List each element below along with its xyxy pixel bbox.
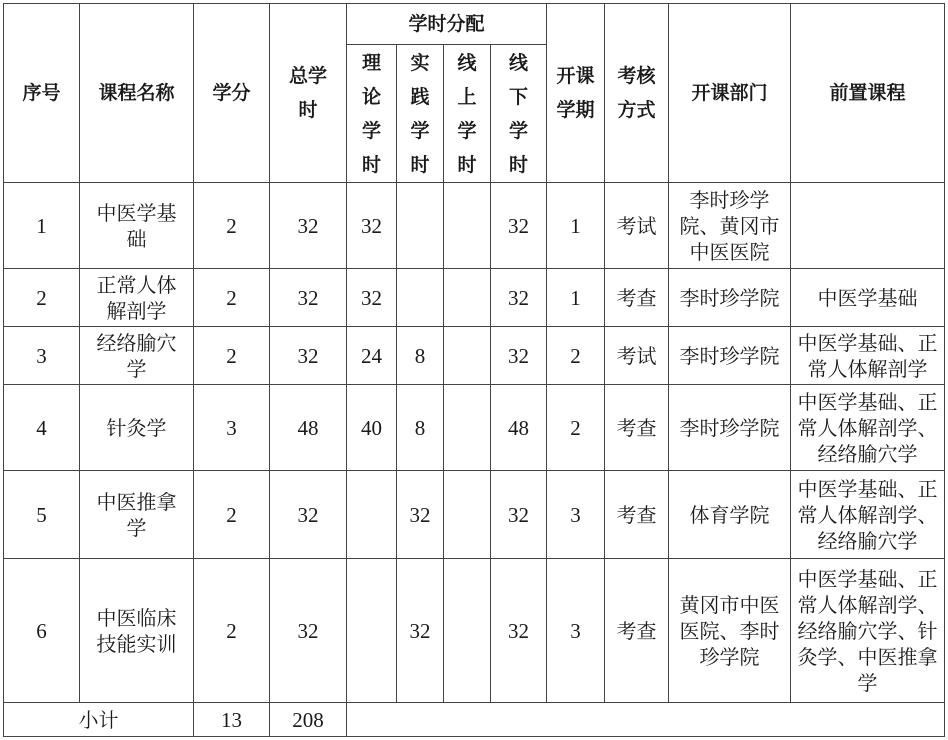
row-prerequisites-text: 中医学基础、正常人体解剖学 — [797, 330, 938, 381]
row-total-hours: 32 — [270, 559, 347, 703]
row-online-hours — [444, 269, 491, 327]
row-practice-hours: 8 — [397, 385, 444, 471]
row-prerequisites — [791, 559, 945, 703]
row-prerequisites — [791, 471, 945, 559]
row-prerequisites — [791, 327, 945, 385]
row-online-hours — [444, 183, 491, 269]
row-course-name — [80, 183, 194, 269]
header-theory-hours — [347, 45, 397, 183]
header-prerequisites: 前置课程 — [791, 4, 945, 183]
row-credits: 3 — [194, 385, 270, 471]
row-department — [669, 269, 791, 327]
row-credits: 2 — [194, 559, 270, 703]
row-practice-hours — [397, 183, 444, 269]
row-theory-hours: 40 — [347, 385, 397, 471]
row-offline-hours: 32 — [491, 269, 547, 327]
row-semester: 3 — [547, 471, 605, 559]
header-assessment — [605, 4, 669, 183]
row-department-text: 李时珍学院、黄冈市中医医院 — [679, 187, 780, 264]
row-department-text: 黄冈市中医医院、李时珍学院 — [679, 592, 780, 669]
row-total-hours: 48 — [270, 385, 347, 471]
row-course-name-text: 中医推拿学 — [96, 489, 177, 540]
row-total-hours: 32 — [270, 327, 347, 385]
row-course-name-text: 中医学基础 — [96, 200, 177, 251]
row-credits: 2 — [194, 471, 270, 559]
table-row — [4, 385, 945, 471]
row-course-name — [80, 269, 194, 327]
row-department — [669, 559, 791, 703]
row-course-name-text: 中医临床技能实训 — [96, 605, 177, 656]
header-online-hours-text: 线上学时 — [457, 51, 477, 176]
row-credits: 2 — [194, 327, 270, 385]
header-semester-text: 开课学期 — [556, 65, 595, 121]
row-department-text: 体育学院 — [689, 502, 770, 527]
row-department — [669, 471, 791, 559]
row-index: 2 — [4, 269, 80, 327]
row-online-hours — [444, 327, 491, 385]
row-course-name-text: 正常人体解剖学 — [96, 272, 177, 323]
row-semester: 2 — [547, 327, 605, 385]
header-offline-hours — [491, 45, 547, 183]
subtotal-row — [4, 703, 945, 737]
row-index: 4 — [4, 385, 80, 471]
row-total-hours: 32 — [270, 183, 347, 269]
row-course-name — [80, 385, 194, 471]
row-assessment: 考查 — [605, 269, 669, 327]
row-offline-hours: 48 — [491, 385, 547, 471]
header-credits: 学分 — [194, 4, 270, 183]
subtotal-credits: 13 — [194, 703, 270, 737]
header-hours-allocation: 学时分配 — [347, 4, 547, 45]
row-course-name — [80, 327, 194, 385]
header-practice-hours — [397, 45, 444, 183]
row-assessment: 考试 — [605, 327, 669, 385]
table-row — [4, 327, 945, 385]
table-row — [4, 559, 945, 703]
row-offline-hours: 32 — [491, 327, 547, 385]
row-assessment: 考查 — [605, 385, 669, 471]
row-index: 1 — [4, 183, 80, 269]
row-assessment: 考试 — [605, 183, 669, 269]
row-index: 3 — [4, 327, 80, 385]
row-total-hours: 32 — [270, 471, 347, 559]
header-practice-hours-text: 实践学时 — [410, 51, 430, 176]
row-practice-hours: 8 — [397, 327, 444, 385]
row-theory-hours — [347, 471, 397, 559]
header-theory-hours-text: 理论学时 — [361, 51, 381, 176]
header-total-hours-text: 总学时 — [288, 65, 327, 121]
subtotal-label: 小计 — [4, 703, 194, 737]
row-course-name — [80, 559, 194, 703]
row-theory-hours: 32 — [347, 269, 397, 327]
row-department-text: 李时珍学院 — [679, 343, 780, 368]
row-practice-hours: 32 — [397, 559, 444, 703]
row-theory-hours: 32 — [347, 183, 397, 269]
course-table — [3, 3, 945, 737]
header-online-hours — [444, 45, 491, 183]
table-row — [4, 471, 945, 559]
row-prerequisites-text: 中医学基础、正常人体解剖学、经络腧穴学、针灸学、中医推拿学 — [797, 566, 938, 695]
row-department-text: 李时珍学院 — [679, 285, 780, 310]
row-total-hours: 32 — [270, 269, 347, 327]
row-semester: 3 — [547, 559, 605, 703]
row-prerequisites-text: 中医学基础、正常人体解剖学、经络腧穴学 — [797, 476, 938, 553]
row-prerequisites — [791, 183, 945, 269]
row-department — [669, 385, 791, 471]
row-offline-hours: 32 — [491, 559, 547, 703]
row-semester: 1 — [547, 269, 605, 327]
row-offline-hours: 32 — [491, 471, 547, 559]
row-prerequisites — [791, 269, 945, 327]
row-course-name — [80, 471, 194, 559]
row-course-name-text: 针灸学 — [106, 415, 167, 440]
row-practice-hours: 32 — [397, 471, 444, 559]
course-table-container — [3, 3, 945, 737]
header-offline-hours-text: 线下学时 — [509, 51, 529, 176]
row-credits: 2 — [194, 269, 270, 327]
row-prerequisites-text: 中医学基础 — [817, 285, 918, 310]
row-semester: 1 — [547, 183, 605, 269]
row-online-hours — [444, 559, 491, 703]
subtotal-empty — [347, 703, 945, 737]
header-department: 开课部门 — [669, 4, 791, 183]
row-prerequisites — [791, 385, 945, 471]
row-department — [669, 183, 791, 269]
row-index: 6 — [4, 559, 80, 703]
row-online-hours — [444, 471, 491, 559]
row-course-name-text: 经络腧穴学 — [96, 330, 177, 381]
header-row-top — [4, 4, 945, 45]
row-department-text: 李时珍学院 — [679, 415, 780, 440]
row-prerequisites-text: 中医学基础、正常人体解剖学、经络腧穴学 — [797, 389, 938, 466]
row-credits: 2 — [194, 183, 270, 269]
row-practice-hours — [397, 269, 444, 327]
row-online-hours — [444, 385, 491, 471]
header-assessment-text: 考核方式 — [617, 65, 656, 121]
subtotal-total-hours: 208 — [270, 703, 347, 737]
row-theory-hours: 24 — [347, 327, 397, 385]
row-offline-hours: 32 — [491, 183, 547, 269]
table-row — [4, 183, 945, 269]
row-theory-hours — [347, 559, 397, 703]
header-index: 序号 — [4, 4, 80, 183]
header-course-name: 课程名称 — [80, 4, 194, 183]
row-assessment: 考查 — [605, 471, 669, 559]
header-total-hours — [270, 4, 347, 183]
row-assessment: 考查 — [605, 559, 669, 703]
row-department — [669, 327, 791, 385]
row-index: 5 — [4, 471, 80, 559]
table-row — [4, 269, 945, 327]
header-semester — [547, 4, 605, 183]
row-semester: 2 — [547, 385, 605, 471]
